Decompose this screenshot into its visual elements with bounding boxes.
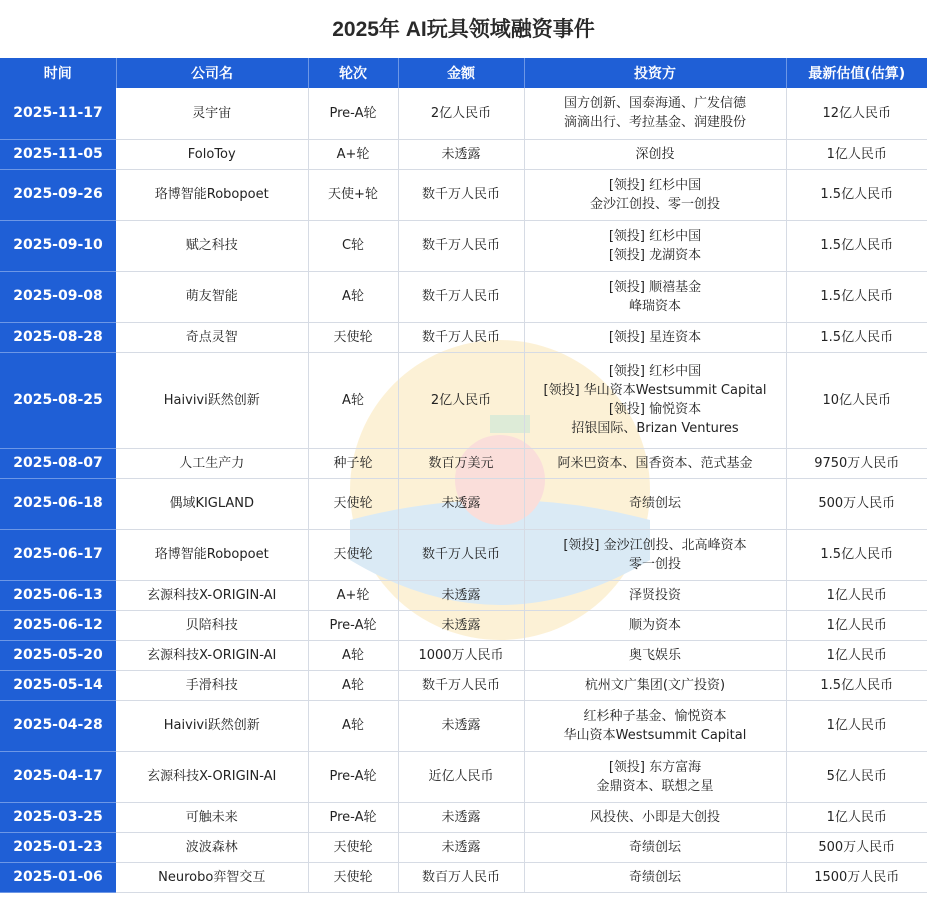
investor-line: 峰瑞资本 [628,298,681,314]
cell-company: 玄源科技X-ORIGIN-AI [116,580,308,610]
investor-line: 零一创投 [628,556,681,572]
investor-line: 杭州文广集团(文广投资) [584,677,726,693]
table-row [0,139,927,169]
header-investors: 投资方 [524,58,786,88]
cell-round: A轮 [308,700,398,751]
cell-round: C轮 [308,220,398,271]
cell-company: 赋之科技 [116,220,308,271]
header-amount: 金额 [398,58,524,88]
table-row [0,169,927,220]
cell-investors [524,751,786,802]
cell-amount: 未透露 [398,802,524,832]
table-row [0,352,927,448]
cell-amount: 数千万人民币 [398,169,524,220]
cell-investors [524,580,786,610]
cell-round: A轮 [308,352,398,448]
cell-date: 2025-05-20 [0,640,116,670]
cell-company: 奇点灵智 [116,322,308,352]
investor-line: [领投] 红杉中国 [608,364,702,379]
table-row [0,640,927,670]
cell-company: 手滑科技 [116,670,308,700]
cell-amount: 未透露 [398,580,524,610]
investor-line: [领投] 华山资本Westsummit Capital [543,383,767,398]
table-row [0,478,927,529]
table-row [0,529,927,580]
cell-investors [524,862,786,892]
table-row [0,751,927,802]
cell-valuation: 1.5亿人民币 [786,529,927,580]
cell-investors [524,802,786,832]
cell-date: 2025-08-28 [0,322,116,352]
cell-valuation: 1500万人民币 [786,862,927,892]
cell-amount: 1000万人民币 [398,640,524,670]
table-row [0,220,927,271]
investor-line: 奇绩创坛 [628,839,681,855]
cell-valuation: 500万人民币 [786,478,927,529]
investor-line: [领投] 红杉中国 [608,177,702,193]
cell-valuation: 10亿人民币 [786,352,927,448]
cell-company: 人工生产力 [116,448,308,478]
investor-line: 金沙江创投、零一创投 [589,196,720,212]
cell-amount: 未透露 [398,139,524,169]
cell-investors [524,271,786,322]
cell-date: 2025-08-07 [0,448,116,478]
investor-line: [领投] 龙湖资本 [608,247,702,263]
cell-round: A轮 [308,640,398,670]
cell-investors [524,478,786,529]
table-row [0,610,927,640]
cell-company: 珞博智能Robopoet [116,169,308,220]
investor-line: 奇绩创坛 [628,869,681,885]
cell-company: 可触未来 [116,802,308,832]
cell-amount: 未透露 [398,700,524,751]
cell-amount: 2亿人民币 [398,88,524,139]
cell-valuation: 1.5亿人民币 [786,322,927,352]
page-title: 2025年 AI玩具领域融资事件 [0,0,927,56]
cell-date: 2025-04-28 [0,700,116,751]
table-row [0,322,927,352]
cell-round: A轮 [308,670,398,700]
cell-investors [524,529,786,580]
cell-valuation: 1亿人民币 [786,700,927,751]
investor-line: 泽贤投资 [628,587,681,603]
cell-valuation: 1.5亿人民币 [786,220,927,271]
cell-round: Pre-A轮 [308,88,398,139]
cell-amount: 数千万人民币 [398,529,524,580]
cell-date: 2025-05-14 [0,670,116,700]
table-row [0,580,927,610]
cell-valuation: 1亿人民币 [786,580,927,610]
header-date: 时间 [0,58,116,88]
cell-date: 2025-08-25 [0,352,116,448]
investor-line: 风投侠、小即是大创投 [589,809,720,825]
cell-amount: 未透露 [398,832,524,862]
cell-investors [524,610,786,640]
cell-round: Pre-A轮 [308,751,398,802]
investor-line: 阿米巴资本、国香资本、范式基金 [557,455,753,471]
cell-valuation: 1.5亿人民币 [786,169,927,220]
cell-valuation: 12亿人民币 [786,88,927,139]
cell-round: 天使轮 [308,832,398,862]
cell-amount: 数千万人民币 [398,322,524,352]
cell-date: 2025-01-23 [0,832,116,862]
cell-round: 天使+轮 [308,169,398,220]
investor-line: 奥飞娱乐 [628,647,681,663]
cell-round: Pre-A轮 [308,802,398,832]
cell-investors [524,670,786,700]
cell-amount: 数百万美元 [398,448,524,478]
table-row [0,271,927,322]
cell-date: 2025-01-06 [0,862,116,892]
cell-round: A+轮 [308,580,398,610]
investor-line: [领投] 金沙江创投、北高峰资本 [563,537,747,553]
cell-company: 贝陪科技 [116,610,308,640]
cell-round: 种子轮 [308,448,398,478]
investor-line: [领投] 红杉中国 [608,228,702,244]
cell-round: 天使轮 [308,322,398,352]
table-header-row [0,58,927,88]
cell-date: 2025-11-17 [0,88,116,139]
cell-investors [524,139,786,169]
cell-amount: 数千万人民币 [398,220,524,271]
cell-round: A轮 [308,271,398,322]
cell-company: 玄源科技X-ORIGIN-AI [116,751,308,802]
header-valuation: 最新估值(估算) [786,58,927,88]
investor-line: [领投] 东方富海 [608,759,702,775]
investor-line: 奇绩创坛 [628,496,681,511]
cell-amount: 数千万人民币 [398,271,524,322]
investor-line: 红杉种子基金、愉悦资本 [583,708,727,724]
cell-amount: 未透露 [398,478,524,529]
header-round: 轮次 [308,58,398,88]
cell-date: 2025-04-17 [0,751,116,802]
cell-valuation: 5亿人民币 [786,751,927,802]
table-row [0,832,927,862]
cell-valuation: 9750万人民币 [786,448,927,478]
investor-line: 招银国际、Brizan Ventures [571,421,739,436]
cell-company: Neurobo弈智交互 [116,862,308,892]
cell-amount: 数百万人民币 [398,862,524,892]
cell-date: 2025-11-05 [0,139,116,169]
table-row [0,448,927,478]
table-row [0,670,927,700]
cell-valuation: 1亿人民币 [786,802,927,832]
cell-investors [524,88,786,139]
cell-investors [524,448,786,478]
cell-date: 2025-06-13 [0,580,116,610]
cell-date: 2025-09-26 [0,169,116,220]
cell-valuation: 1.5亿人民币 [786,670,927,700]
cell-company: Haivivi跃然创新 [116,352,308,448]
cell-date: 2025-06-17 [0,529,116,580]
table-row [0,88,927,139]
investor-line: 国方创新、国泰海通、广发信德 [563,96,746,112]
investor-line: [领投] 顺禧基金 [608,279,702,295]
cell-valuation: 500万人民币 [786,832,927,862]
cell-date: 2025-06-18 [0,478,116,529]
cell-investors [524,220,786,271]
cell-investors [524,700,786,751]
investor-line: 滴滴出行、考拉基金、润建股份 [563,115,746,131]
cell-investors [524,832,786,862]
cell-investors [524,322,786,352]
investor-line: 华山资本Westsummit Capital [563,727,747,743]
cell-date: 2025-03-25 [0,802,116,832]
cell-amount: 未透露 [398,610,524,640]
table-body [0,88,927,892]
investor-line: 金鼎资本、联想之星 [596,778,714,794]
investor-line: [领投] 星连资本 [608,329,702,345]
cell-company: 玄源科技X-ORIGIN-AI [116,640,308,670]
cell-company: 偶域KIGLAND [116,478,308,529]
cell-amount: 2亿人民币 [398,352,524,448]
cell-date: 2025-06-12 [0,610,116,640]
cell-round: A+轮 [308,139,398,169]
cell-company: FoloToy [116,139,308,169]
cell-amount: 近亿人民币 [398,751,524,802]
cell-valuation: 1亿人民币 [786,640,927,670]
cell-round: Pre-A轮 [308,610,398,640]
cell-company: 珞博智能Robopoet [116,529,308,580]
cell-company: 波波森林 [116,832,308,862]
table-row [0,700,927,751]
cell-round: 天使轮 [308,478,398,529]
cell-investors [524,640,786,670]
header-company: 公司名 [116,58,308,88]
cell-investors [524,352,786,448]
table-row [0,862,927,892]
cell-amount: 数千万人民币 [398,670,524,700]
cell-valuation: 1亿人民币 [786,610,927,640]
cell-investors [524,169,786,220]
cell-company: Haivivi跃然创新 [116,700,308,751]
cell-date: 2025-09-10 [0,220,116,271]
cell-company: 灵宇宙 [116,88,308,139]
cell-date: 2025-09-08 [0,271,116,322]
investor-line: 深创投 [635,146,675,162]
cell-round: 天使轮 [308,529,398,580]
investor-line: [领投] 愉悦资本 [608,402,702,417]
funding-table [0,58,927,893]
table-row [0,802,927,832]
cell-round: 天使轮 [308,862,398,892]
cell-valuation: 1亿人民币 [786,139,927,169]
cell-valuation: 1.5亿人民币 [786,271,927,322]
investor-line: 顺为资本 [628,617,681,633]
cell-company: 萌友智能 [116,271,308,322]
